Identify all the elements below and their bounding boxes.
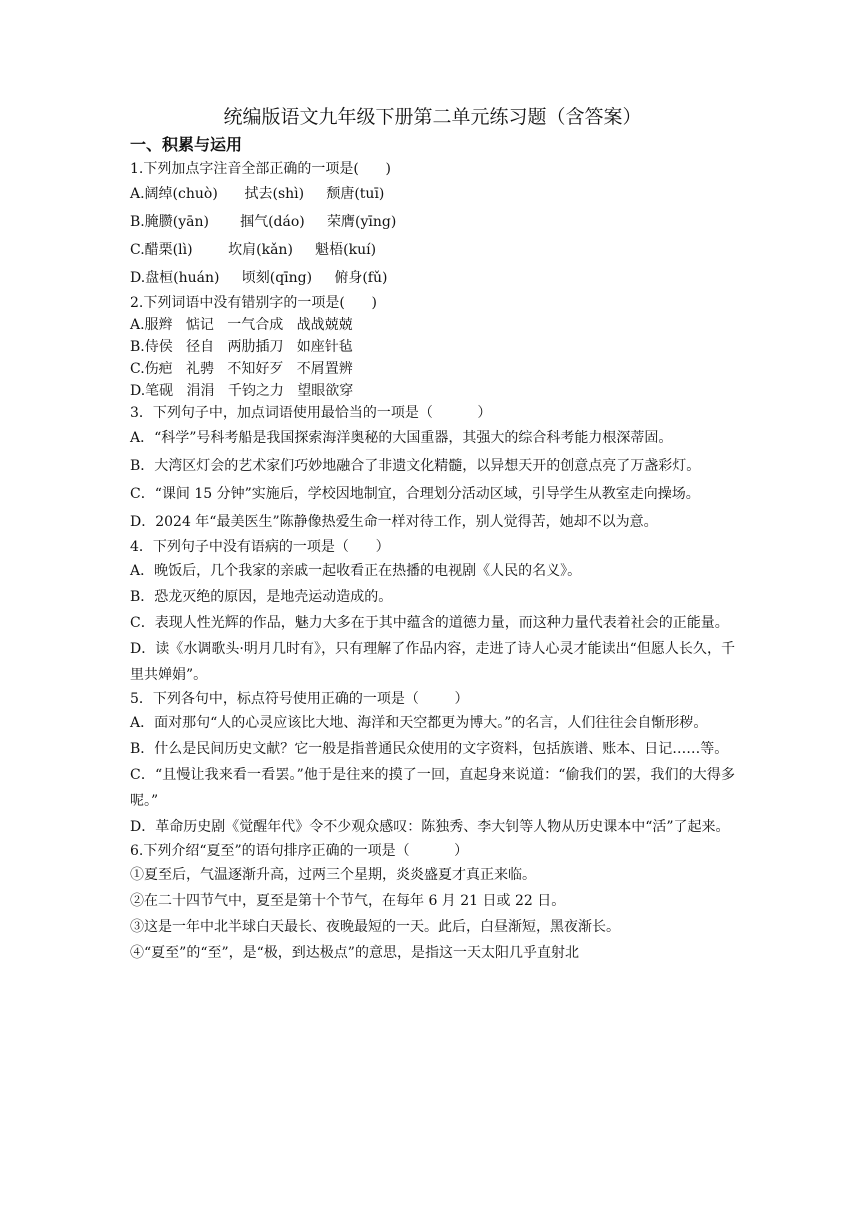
option-a: A.服辫 惦记 一气合成 战战兢兢 [130, 317, 353, 333]
option-a: A.阔绰(chuò) 拭去(shì) 颓唐(tuī) [130, 186, 385, 202]
option-d: D.笔砚 涓涓 千钧之力 望眼欲穿 [130, 383, 354, 399]
option-a: A．“科学”号科考船是我国探索海洋奥秘的大国重器，其强大的综合科考能力根深蒂固。 [130, 430, 673, 446]
question-6 [130, 840, 735, 966]
sentence-4: ④“夏至”的“至”，是“极，到达极点”的意思，是指这一天太阳几乎直射北 [130, 945, 579, 961]
question-stem: 1.下列加点字注音全部正确的一项是( ) [130, 161, 391, 177]
question-5 [130, 688, 735, 840]
question-stem: 3．下列句子中，加点词语使用最恰当的一项是（ ） [130, 405, 492, 421]
option-b: B．什么是民间历史文献？它一般是指普通民众使用的文字资料，包括族谱、账本、日记……等。 [130, 741, 729, 757]
sentence-2: ②在二十四节气中，夏至是第十个节气，在每年 6 月 21 日或 22 日。 [130, 893, 566, 909]
option-d: D．2024 年“最美医生”陈静像热爱生命一样对待工作，别人觉得苦，她却不以为意。 [130, 514, 658, 530]
option-b: B．恐龙灭绝的原因，是地壳运动造成的。 [130, 589, 393, 605]
question-2 [130, 292, 735, 402]
option-c: C．表现人性光辉的作品，魅力大多在于其中蕴含的道德力量，而这种力量代表着社会的正能量。 [130, 615, 729, 631]
option-c: C.醋栗(lì) 坎肩(kǎn) 魁梧(kuí) [130, 242, 377, 258]
option-a: A．面对那句“人的心灵应该比大地、海洋和天空都更为博大。”的名言，人们往往会自惭形秽。 [130, 715, 708, 731]
option-b: B.侍侯 径自 两肋插刀 如座针毡 [130, 339, 353, 355]
document-title: 统编版语文九年级下册第二单元练习题（含答案） [223, 106, 642, 128]
option-d: D．读《水调歌头·明月几时有》，只有理解了作品内容，走进了诗人心灵才能读出“但愿人长久，千里共婵娟”。 [130, 641, 735, 683]
option-d: D．革命历史剧《觉醒年代》令不少观众感叹：陈独秀、李大钊等人物从历史课本中“活”了起来。 [130, 819, 730, 835]
sentence-3: ③这是一年中北半球白天最长、夜晚最短的一天。此后，白昼渐短，黑夜渐长。 [130, 919, 620, 935]
question-4 [130, 536, 735, 688]
question-stem: 6.下列介绍“夏至”的语句排序正确的一项是（ ） [130, 843, 469, 859]
option-b: B．大湾区灯会的艺术家们巧妙地融合了非遗文化精髓，以异想天开的创意点亮了万盏彩灯。 [130, 458, 701, 474]
question-1 [130, 158, 735, 292]
option-c: C.伤疤 礼骋 不知好歹 不屑置辨 [130, 361, 353, 377]
option-b: B.腌臜(yān) 掴气(dáo) 荣膺(yīng) [130, 214, 397, 230]
sentence-1: ①夏至后，气温逐渐升高，过两三个星期，炎炎盛夏才真正来临。 [130, 867, 536, 883]
document-page [130, 104, 735, 966]
question-stem: 4．下列句子中没有语病的一项是（ ） [130, 539, 390, 555]
option-a: A．晚饭后，几个我家的亲戚一起收看正在热播的电视剧《人民的名义》。 [130, 563, 582, 579]
section-heading: 一、积累与运用 [130, 135, 243, 154]
question-stem: 2.下列词语中没有错别字的一项是( ) [130, 295, 377, 311]
option-d: D.盘桓(huán) 顷刻(qīng) 俯身(fǔ) [130, 270, 388, 286]
question-3 [130, 402, 735, 536]
option-c: C．“课间 15 分钟”实施后，学校因地制宜，合理划分活动区域，引导学生从教室走向操场。 [130, 486, 700, 502]
option-c: C．“且慢让我来看一看罢。”他于是往来的摸了一回，直起身来说道：“偷我们的罢，我们的大得多呢。” [130, 767, 735, 809]
question-stem: 5．下列各句中，标点符号使用正确的一项是（ ） [130, 691, 469, 707]
